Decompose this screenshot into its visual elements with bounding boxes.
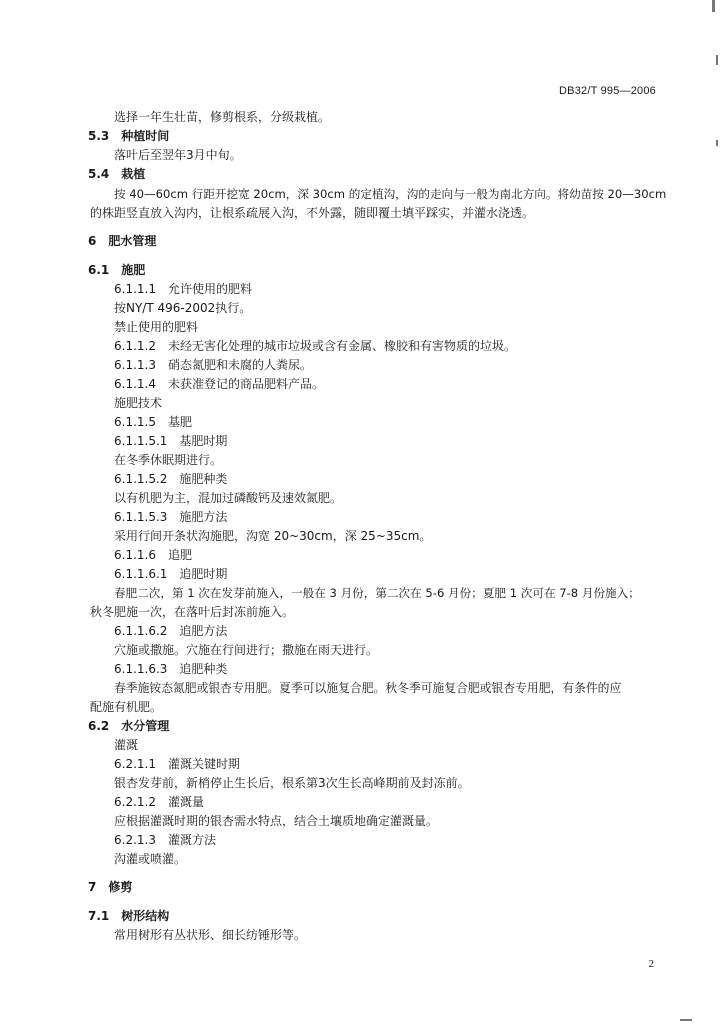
scan-artifact — [680, 1019, 692, 1021]
section-heading: 7.1 树形结构 — [88, 909, 170, 923]
clause-item: 6.1.1.2 未经无害化处理的城市垃圾或含有金属、橡胶和有害物质的垃圾。 — [114, 339, 516, 353]
page-number: 2 — [648, 958, 654, 970]
clause-heading: 6.1.1.6.1 追肥时期 — [114, 567, 228, 581]
text-line: 采用行间开条状沟施肥，沟宽 20~30cm，深 25~35cm。 — [114, 529, 432, 543]
text-line: 春季施铵态氮肥或银杏专用肥。夏季可以施复合肥。秋冬季可施复合肥或银杏专用肥，有条件的应 — [114, 681, 622, 695]
text-line: 配施有机肥。 — [90, 700, 163, 714]
clause-heading: 6.2.1.2 灌溉量 — [114, 795, 204, 809]
clause-heading: 6.1.1.5.3 施肥方法 — [114, 510, 228, 524]
clause-heading: 6.1.1.5.2 施肥种类 — [114, 472, 228, 486]
chapter-heading: 7 修剪 — [88, 880, 133, 894]
section-heading: 6.1 施肥 — [88, 263, 146, 277]
text-line: 春肥二次，第 1 次在发芽前施入，一般在 3 月份，第二次在 5-6 月份；夏肥 1 次可在 7-8 月份施入； — [114, 586, 640, 600]
text-line: 选择一年生壮苗，修剪根系，分级栽植。 — [114, 110, 331, 124]
clause-item: 6.1.1.4 未获准登记的商品肥料产品。 — [114, 377, 324, 391]
text-line: 按NY/T 496-2002执行。 — [114, 301, 252, 315]
text-line: 落叶后至翌年3月中旬。 — [114, 148, 242, 162]
text-line: 应根据灌溉时期的银杏需水特点，结合土壤质地确定灌溉量。 — [114, 814, 439, 828]
text-line: 穴施或撒施。穴施在行间进行；撒施在雨天进行。 — [114, 643, 379, 657]
clause-heading: 6.1.1.6.3 追肥种类 — [114, 662, 228, 676]
text-line: 以有机肥为主，混加过磷酸钙及速效氮肥。 — [114, 491, 343, 505]
text-line: 秋冬肥施一次，在落叶后封冻前施入。 — [90, 605, 295, 619]
section-heading: 5.4 栽植 — [88, 167, 146, 181]
scan-artifact — [716, 140, 718, 146]
clause-heading: 6.2.1.1 灌溉关键时期 — [114, 757, 240, 771]
section-heading: 5.3 种植时间 — [88, 129, 170, 143]
section-heading: 6.2 水分管理 — [88, 719, 170, 733]
clause-heading: 6.1.1.6 追肥 — [114, 548, 192, 562]
standard-code: DB32/T 995—2006 — [559, 85, 656, 97]
text-line: 施肥技术 — [114, 396, 163, 410]
text-line: 在冬季休眠期进行。 — [114, 453, 223, 467]
chapter-heading: 6 肥水管理 — [88, 234, 157, 248]
text-line: 灌溉 — [114, 738, 139, 752]
text-line: 禁止使用的肥料 — [114, 320, 199, 334]
text-line: 沟灌或喷灌。 — [114, 852, 187, 866]
clause-heading: 6.1.1.1 允许使用的肥料 — [114, 282, 252, 296]
clause-heading: 6.1.1.5.1 基肥时期 — [114, 434, 228, 448]
clause-heading: 6.1.1.5 基肥 — [114, 415, 192, 429]
clause-heading: 6.2.1.3 灌溉方法 — [114, 833, 216, 847]
text-line: 银杏发芽前，新梢停止生长后，根系第3次生长高峰期前及封冻前。 — [114, 776, 470, 790]
scan-artifact — [716, 55, 718, 65]
scan-artifact — [712, 0, 715, 12]
text-line: 的株距竖直放入沟内，让根系疏展入沟，不外露，随即覆土填平踩实，并灌水浇透。 — [90, 206, 535, 220]
text-line: 常用树形有丛状形、细长纺锤形等。 — [114, 928, 307, 942]
clause-item: 6.1.1.3 硝态氮肥和未腐的人粪尿。 — [114, 358, 312, 372]
text-line: 按 40—60cm 行距开挖宽 20cm，深 30cm 的定植沟，沟的走向与一般为南北方向。将幼苗按 20—30cm — [114, 187, 667, 201]
clause-heading: 6.1.1.6.2 追肥方法 — [114, 624, 228, 638]
